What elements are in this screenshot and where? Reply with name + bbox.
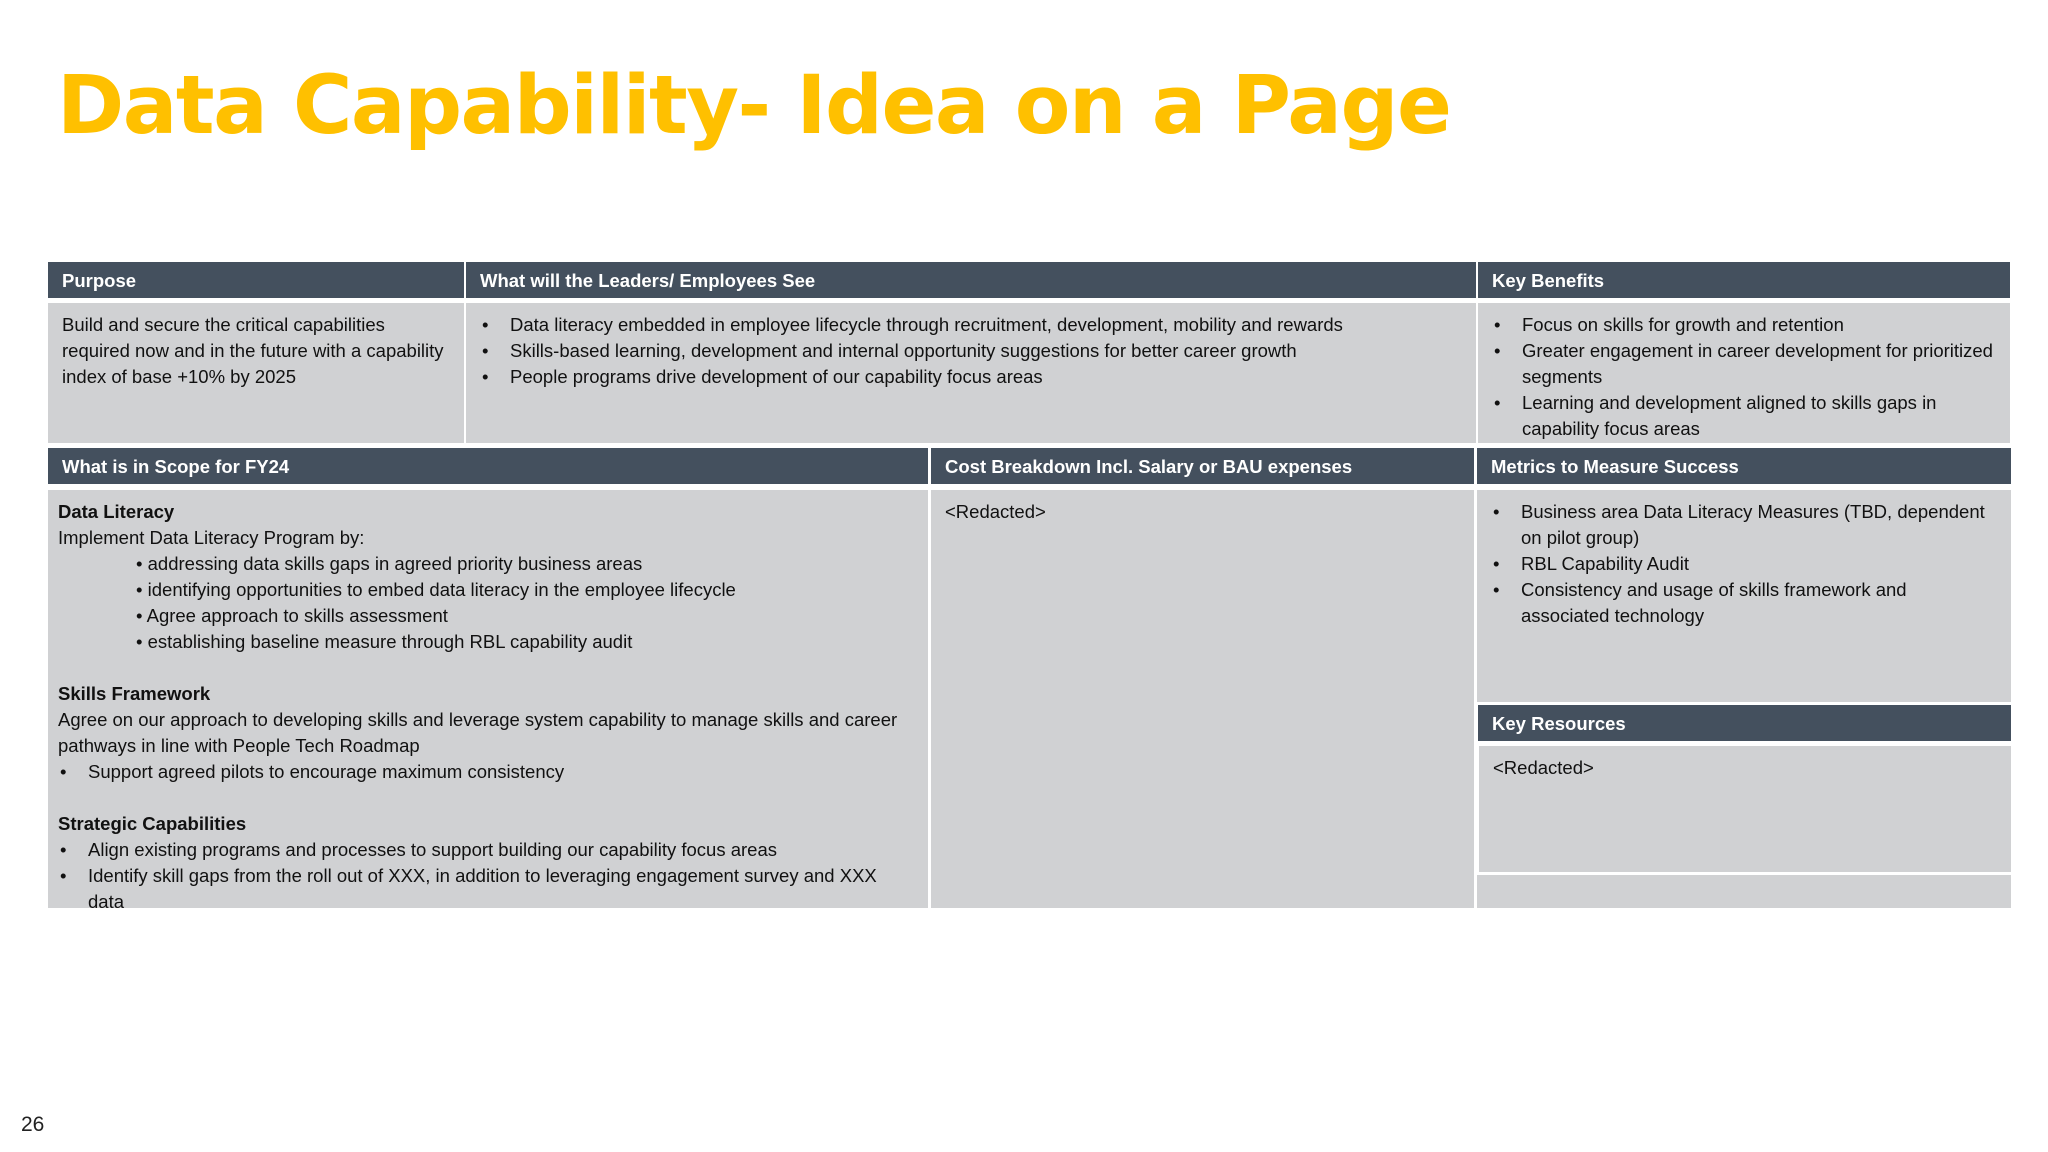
metrics-list <box>1491 499 1997 629</box>
key-resources-header: Key Resources <box>1478 705 2011 741</box>
key-benefits-cell <box>1478 303 2010 443</box>
leaders-see-cell <box>466 303 1476 443</box>
purpose-cell <box>48 303 464 443</box>
data-literacy-title: Data Literacy <box>58 501 175 522</box>
list-item: • Agree approach to skills assessment <box>136 603 914 629</box>
resources-filler <box>1477 875 2011 908</box>
list-item: • identifying opportunities to embed data literacy in the employee lifecycle <box>136 577 914 603</box>
key-resources-text: <Redacted> <box>1493 757 1594 778</box>
purpose-text: Build and secure the critical capabilities required now and in the future with a capability index of base +10% by 2025 <box>62 314 444 387</box>
list-item: • Consistency and usage of skills framework and associated technology <box>1491 577 1997 629</box>
cost-header: Cost Breakdown Incl. Salary or BAU expenses <box>931 448 1474 484</box>
purpose-header: Purpose <box>48 262 464 298</box>
list-item: • addressing data skills gaps in agreed priority business areas <box>136 551 914 577</box>
leaders-see-header: What will the Leaders/ Employees See <box>466 262 1476 298</box>
key-benefits-list <box>1492 312 1996 442</box>
page-number: 26 <box>21 1113 45 1136</box>
list-item: • Align existing programs and processes to support building our capability focus areas <box>58 837 914 863</box>
cost-text: <Redacted> <box>945 501 1046 522</box>
scope-cell <box>48 490 928 912</box>
data-literacy-list <box>58 551 914 655</box>
metrics-cell <box>1477 490 2011 702</box>
list-item: • Skills-based learning, development and internal opportunity suggestions for better career growth <box>480 338 1462 364</box>
list-item: • Identify skill gaps from the roll out of XXX, in addition to leveraging engagement survey and XXX data <box>58 863 914 915</box>
skills-framework-title: Skills Framework <box>58 683 211 704</box>
list-item: • RBL Capability Audit <box>1491 551 1997 577</box>
skills-framework-list <box>58 759 914 785</box>
list-item: • People programs drive development of our capability focus areas <box>480 364 1462 390</box>
scope-header: What is in Scope for FY24 <box>48 448 928 484</box>
list-item: • Data literacy embedded in employee lifecycle through recruitment, development, mobility and rewards <box>480 312 1462 338</box>
list-item: • Greater engagement in career development for prioritized segments <box>1492 338 1996 390</box>
metrics-header: Metrics to Measure Success <box>1477 448 2011 484</box>
list-item: • Support agreed pilots to encourage maximum consistency <box>58 759 914 785</box>
list-item: • establishing baseline measure through RBL capability audit <box>136 629 914 655</box>
cost-cell <box>931 490 1474 908</box>
leaders-see-list <box>480 312 1462 390</box>
skills-framework-text: Agree on our approach to developing skills and leverage system capability to manage skills and career pathways in line with People Tech Roadmap <box>58 709 898 756</box>
strategic-capabilities-list <box>58 837 914 915</box>
list-item: • Learning and development aligned to skills gaps in capability focus areas <box>1492 390 1996 442</box>
page-title: Data Capability- Idea on a Page <box>57 59 1451 153</box>
list-item: • Focus on skills for growth and retention <box>1492 312 1996 338</box>
list-item: • Business area Data Literacy Measures (TBD, dependent on pilot group) <box>1491 499 1997 551</box>
key-resources-cell <box>1479 746 2011 872</box>
key-benefits-header: Key Benefits <box>1478 262 2010 298</box>
strategic-capabilities-title: Strategic Capabilities <box>58 813 247 834</box>
data-literacy-intro: Implement Data Literacy Program by: <box>58 527 365 548</box>
